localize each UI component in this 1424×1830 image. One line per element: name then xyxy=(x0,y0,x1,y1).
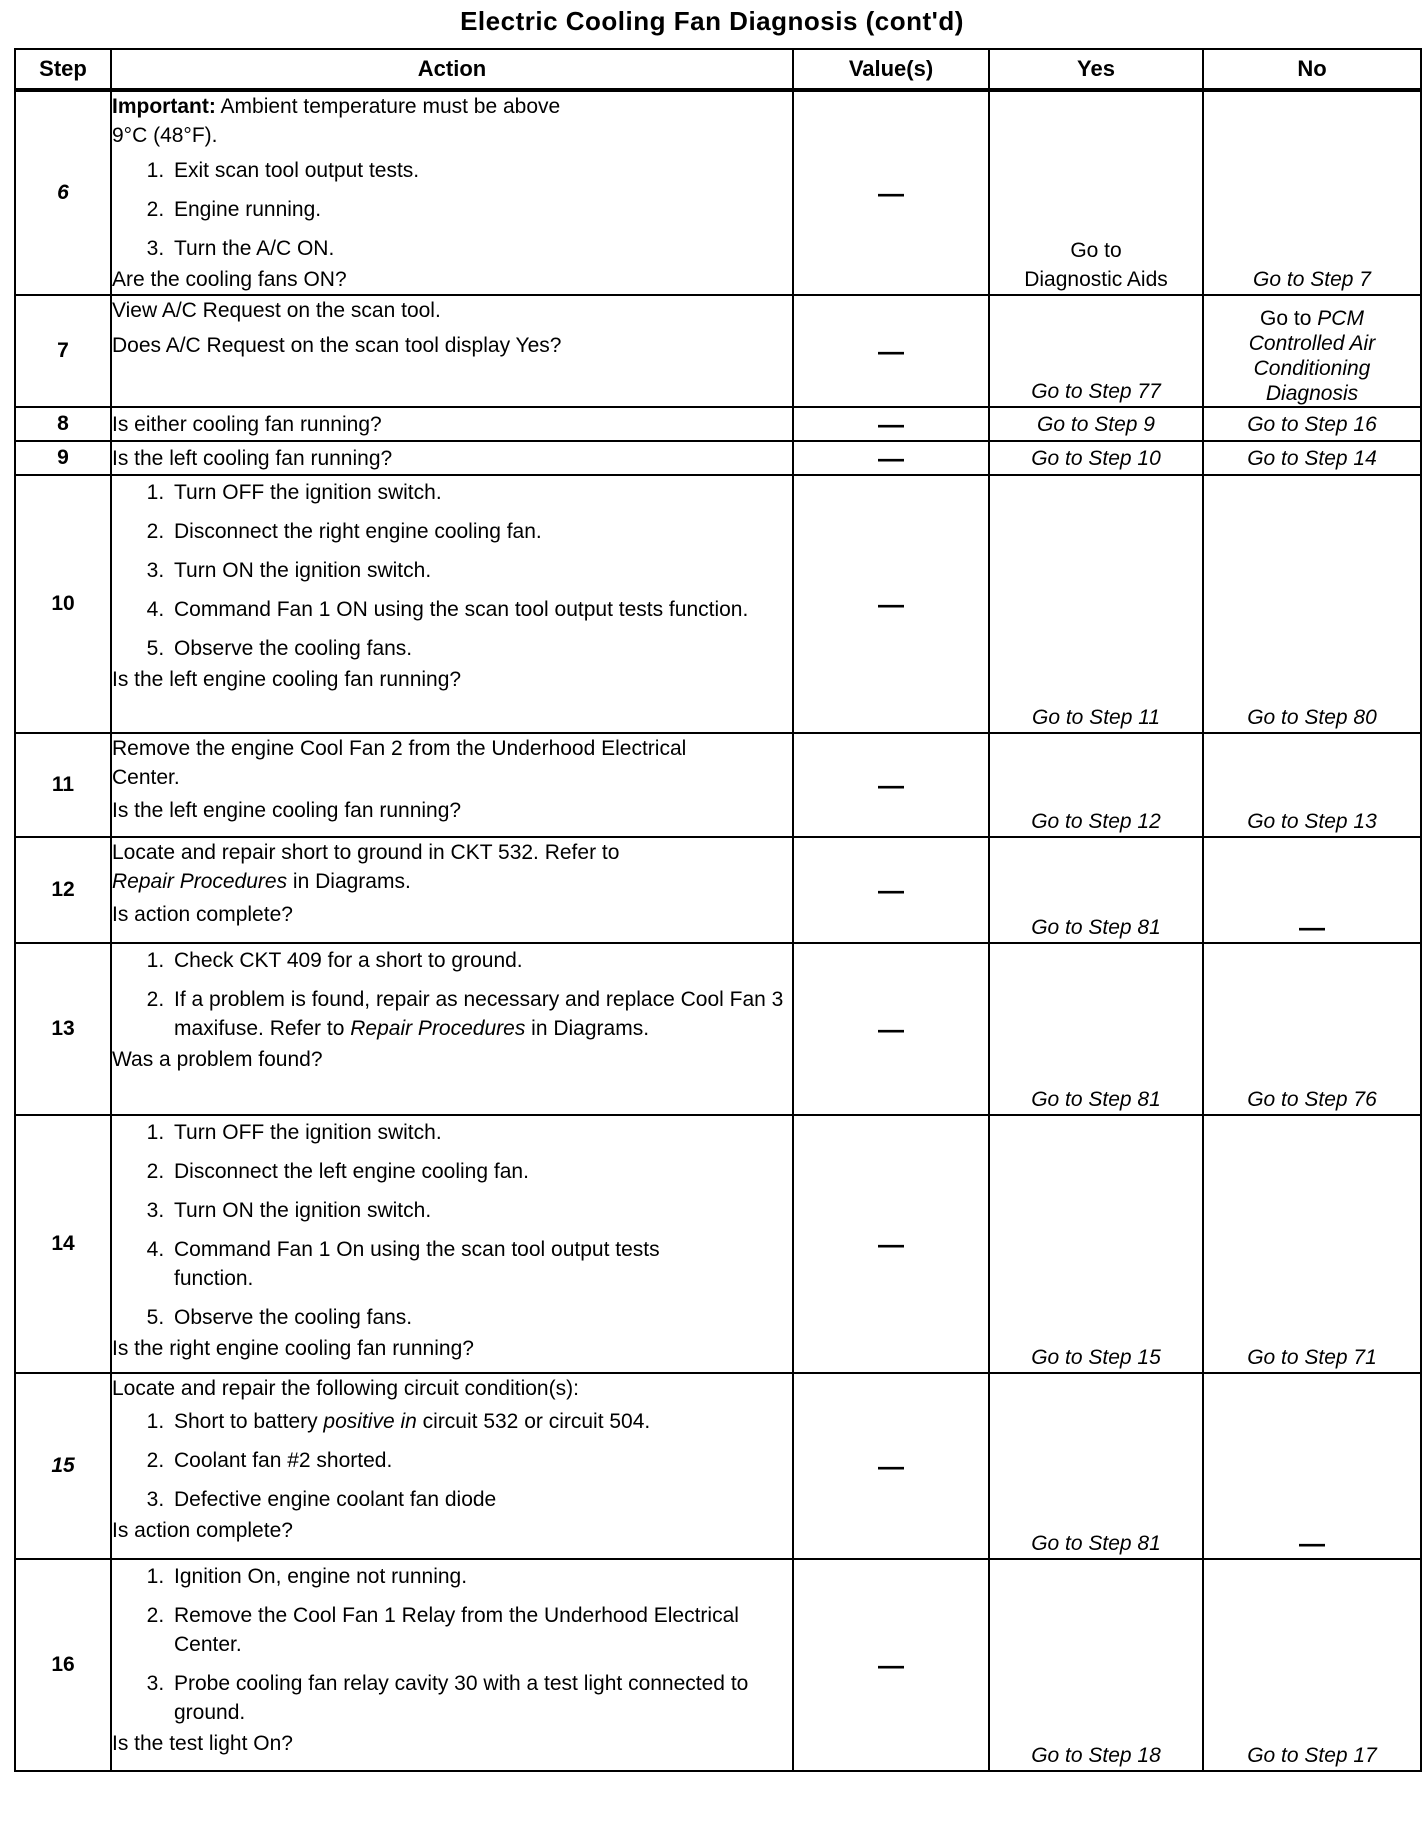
action-text: Remove the engine Cool Fan 2 from the Underhood Electrical Center. xyxy=(112,737,687,789)
action-question: Does A/C Request on the scan tool display Yes? xyxy=(112,334,562,357)
action-step: 3. Turn the A/C ON. xyxy=(170,234,792,263)
action-question: Is the right engine cooling fan running? xyxy=(112,1337,474,1360)
action-steps xyxy=(112,478,792,663)
no-cell: Go to Step 7 xyxy=(1203,90,1421,295)
action-cell xyxy=(111,837,793,943)
action-text: Locate and repair the following circuit condition(s): xyxy=(112,1377,579,1400)
value-cell: — xyxy=(793,295,989,407)
action-step: 2. Coolant fan #2 shorted. xyxy=(170,1446,792,1475)
step-number: 10 xyxy=(15,475,111,733)
value-cell: — xyxy=(793,1373,989,1559)
action-steps xyxy=(112,946,792,1043)
action-question: Is the left engine cooling fan running? xyxy=(112,668,462,691)
action-step-text-2: in Diagrams. xyxy=(525,1017,650,1040)
table-row-step-10 xyxy=(15,475,1421,733)
yes-cell: Go to Step 12 xyxy=(989,733,1203,837)
step-number: 8 xyxy=(15,407,111,441)
action-question: Are the cooling fans ON? xyxy=(112,268,347,291)
action-step: 3. Defective engine coolant fan diode xyxy=(170,1485,792,1514)
yes-text: Go to xyxy=(1070,239,1122,262)
action-step-text-2: circuit 532 or circuit 504. xyxy=(416,1410,651,1433)
no-text-link-3: Conditioning xyxy=(1253,357,1371,380)
step-number: 15 xyxy=(15,1373,111,1559)
table-row-step-11 xyxy=(15,733,1421,837)
action-steps xyxy=(112,156,792,263)
document-title: Electric Cooling Fan Diagnosis (cont'd) xyxy=(460,6,964,36)
no-text-prefix: Go to xyxy=(1260,307,1312,330)
header-no: No xyxy=(1203,49,1421,90)
action-step: 2. Disconnect the left engine cooling fan. xyxy=(170,1157,732,1186)
action-step-text: Short to battery xyxy=(174,1410,324,1433)
action-step-text: If a problem is found, repair as necessary and replace Cool Fan 3 maxifuse. Refer to xyxy=(174,988,784,1040)
table-row-step-6 xyxy=(15,90,1421,295)
value-cell: — xyxy=(793,407,989,441)
table-row-step-12 xyxy=(15,837,1421,943)
yes-cell: Go to Step 9 xyxy=(989,407,1203,441)
table-row-step-14 xyxy=(15,1115,1421,1373)
no-cell: Go to Step 14 xyxy=(1203,441,1421,475)
action-steps xyxy=(112,1562,792,1727)
no-text-link-2: Controlled Air xyxy=(1248,332,1376,355)
step-number: 13 xyxy=(15,943,111,1115)
value-cell: — xyxy=(793,733,989,837)
step-number: 6 xyxy=(15,90,111,295)
yes-cell: Go to Step 77 xyxy=(989,295,1203,407)
action-question: Is the test light On? xyxy=(112,1732,293,1755)
action-step: 1. Turn OFF the ignition switch. xyxy=(170,1118,732,1147)
step-number: 16 xyxy=(15,1559,111,1771)
value-cell: — xyxy=(793,475,989,733)
action-steps xyxy=(112,1118,792,1332)
repair-procedures-ref: Repair Procedures xyxy=(350,1017,526,1040)
no-text-link: PCM xyxy=(1317,307,1364,330)
action-cell xyxy=(111,1115,793,1373)
action-step xyxy=(170,1407,792,1436)
step-number: 14 xyxy=(15,1115,111,1373)
header-values: Value(s) xyxy=(793,49,989,90)
action-step: 1. Ignition On, engine not running. xyxy=(170,1562,792,1591)
action-cell xyxy=(111,943,793,1115)
action-cell xyxy=(111,295,793,407)
table-row-step-7 xyxy=(15,295,1421,407)
no-cell: Go to Step 76 xyxy=(1203,943,1421,1115)
step-number: 7 xyxy=(15,295,111,407)
action-question: Is action complete? xyxy=(112,903,293,926)
yes-text-2: Diagnostic Aids xyxy=(1024,268,1168,291)
value-cell: — xyxy=(793,1559,989,1771)
important-label: Important: xyxy=(112,95,216,118)
no-cell: Go to Step 16 xyxy=(1203,407,1421,441)
yes-cell xyxy=(989,90,1203,295)
action-text: View A/C Request on the scan tool. xyxy=(112,299,441,322)
action-question: Is either cooling fan running? xyxy=(111,407,793,441)
value-cell: — xyxy=(793,1115,989,1373)
step-number: 9 xyxy=(15,441,111,475)
value-cell: — xyxy=(793,837,989,943)
step-number: 12 xyxy=(15,837,111,943)
action-cell xyxy=(111,90,793,295)
yes-cell: Go to Step 18 xyxy=(989,1559,1203,1771)
value-cell: — xyxy=(793,441,989,475)
diagnosis-table xyxy=(14,48,1422,1772)
action-text: Locate and repair short to ground in CKT 532. Refer to xyxy=(112,841,620,864)
yes-cell: Go to Step 15 xyxy=(989,1115,1203,1373)
action-step: 2. Remove the Cool Fan 1 Relay from the Underhood Electrical Center. xyxy=(170,1601,792,1659)
action-step: 5. Observe the cooling fans. xyxy=(170,634,792,663)
header-action: Action xyxy=(111,49,793,90)
table-row-step-8 xyxy=(15,407,1421,441)
table-header-row xyxy=(15,49,1421,90)
important-text-2: 9°C (48°F). xyxy=(112,124,218,147)
header-step: Step xyxy=(15,49,111,90)
action-step-italic: positive in xyxy=(323,1410,417,1433)
no-cell: Go to Step 17 xyxy=(1203,1559,1421,1771)
action-step: 3. Turn ON the ignition switch. xyxy=(170,556,792,585)
no-cell: Go to Step 71 xyxy=(1203,1115,1421,1373)
action-step: 1. Exit scan tool output tests. xyxy=(170,156,792,185)
table-row-step-16 xyxy=(15,1559,1421,1771)
repair-procedures-ref: Repair Procedures xyxy=(112,870,288,893)
action-step xyxy=(170,985,792,1043)
action-question: Was a problem found? xyxy=(112,1048,323,1071)
no-cell xyxy=(1203,295,1421,407)
action-step: 4. Command Fan 1 On using the scan tool output tests function. xyxy=(170,1235,732,1293)
value-cell: — xyxy=(793,90,989,295)
action-step: 2. Disconnect the right engine cooling fan. xyxy=(170,517,792,546)
no-cell: Go to Step 13 xyxy=(1203,733,1421,837)
yes-cell: Go to Step 81 xyxy=(989,1373,1203,1559)
table-row-step-15 xyxy=(15,1373,1421,1559)
yes-cell: Go to Step 81 xyxy=(989,943,1203,1115)
action-step: 1. Turn OFF the ignition switch. xyxy=(170,478,792,507)
value-cell: — xyxy=(793,943,989,1115)
yes-cell: Go to Step 81 xyxy=(989,837,1203,943)
action-steps xyxy=(112,1407,792,1514)
step-number: 11 xyxy=(15,733,111,837)
no-cell: — xyxy=(1203,1373,1421,1559)
header-yes: Yes xyxy=(989,49,1203,90)
important-text: Ambient temperature must be above xyxy=(220,95,561,118)
yes-cell: Go to Step 11 xyxy=(989,475,1203,733)
action-step: 1. Check CKT 409 for a short to ground. xyxy=(170,946,792,975)
yes-cell: Go to Step 10 xyxy=(989,441,1203,475)
action-question: Is the left engine cooling fan running? xyxy=(112,799,462,822)
action-cell xyxy=(111,1373,793,1559)
table-row-step-13 xyxy=(15,943,1421,1115)
no-text-link-4: Diagnosis xyxy=(1265,382,1359,405)
action-step: 2. Engine running. xyxy=(170,195,792,224)
no-cell: — xyxy=(1203,837,1421,943)
action-cell xyxy=(111,1559,793,1771)
action-text-2: in Diagrams. xyxy=(287,870,411,893)
action-step: 3. Probe cooling fan relay cavity 30 with a test light connected to ground. xyxy=(170,1669,792,1727)
no-cell: Go to Step 80 xyxy=(1203,475,1421,733)
action-cell xyxy=(111,733,793,837)
action-step: 5. Observe the cooling fans. xyxy=(170,1303,732,1332)
action-step: 4. Command Fan 1 ON using the scan tool output tests function. xyxy=(170,595,792,624)
table-row-step-9 xyxy=(15,441,1421,475)
action-question: Is action complete? xyxy=(112,1519,293,1542)
action-question: Is the left cooling fan running? xyxy=(111,441,793,475)
action-step: 3. Turn ON the ignition switch. xyxy=(170,1196,732,1225)
action-cell xyxy=(111,475,793,733)
